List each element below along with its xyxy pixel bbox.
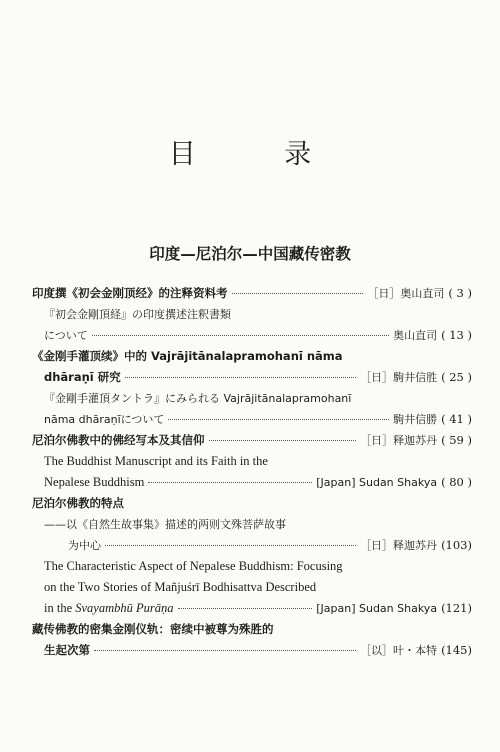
entry-title: 尼泊尔佛教中的佛经写本及其信仰 [32,433,205,447]
entry-author: 奥山直司 [393,329,438,342]
page-number: (121) [441,601,472,615]
entry-title: The Buddhist Manuscript and its Faith in the [44,454,268,468]
entry-author: [Japan] Sudan Shakya [316,602,438,615]
toc-entry[interactable] [32,283,472,304]
entry-title: Nepalese Buddhism [44,475,145,489]
page-number: ( 25 ) [441,370,472,384]
toc-entry[interactable] [32,430,472,451]
page-title: 目 录 [168,139,352,170]
leader-dots [125,377,356,378]
entry-title: 『金剛手灌頂タントラ』にみられる Vajrājitānalapramohanī [44,392,352,405]
toc-entry[interactable] [32,556,472,577]
toc-entry[interactable] [32,472,472,493]
toc-entry[interactable] [32,409,472,430]
section-title: 印度—尼泊尔—中国藏传密教 [149,245,351,263]
entry-title: 尼泊尔佛教的特点 [32,496,124,510]
entry-title: について [44,329,88,342]
entry-author: ［以］叶・本特 [360,644,438,657]
toc-entry[interactable] [32,325,472,346]
toc-entry[interactable] [32,535,472,556]
leader-dots [168,419,389,420]
entry-author: [Japan] Sudan Shakya [316,476,438,489]
entry-author: ［日］释迦苏丹 [360,539,438,552]
table-of-contents [32,283,472,661]
entry-author: ［日］駒井信胜 [360,371,438,384]
toc-entry[interactable] [32,619,472,640]
entry-author: ［日］释迦苏丹 [360,434,438,447]
leader-dots [92,335,389,336]
toc-entry[interactable] [32,388,472,409]
toc-entry[interactable] [32,598,472,619]
entry-author: ［日］奥山直司 [367,287,445,300]
entry-title-prefix: in the [44,601,76,615]
page-number: ( 80 ) [441,475,472,489]
entry-title: 《金刚手灌顶续》中的 Vajrājitānalapramohanī nāma [32,349,343,363]
toc-entry[interactable] [32,514,472,535]
entry-title [44,598,174,619]
toc-entry[interactable] [32,304,472,325]
entry-title: The Characteristic Aspect of Nepalese Buddhism: Focusing [44,559,343,573]
toc-entry[interactable] [32,640,472,661]
leader-dots [148,482,312,483]
entry-title: 印度撰《初会金刚顶经》的注释资料考 [32,286,228,300]
leader-dots [178,608,313,609]
entry-title: 藏传佛教的密集金刚仪轨：密续中被尊为殊胜的 [32,622,274,636]
entry-title-italic: Svayambhū Purāṇa [75,601,174,615]
leader-dots [232,293,364,294]
page-number: ( 41 ) [441,412,472,426]
page-number: ( 13 ) [441,328,472,342]
entry-title: 生起次第 [44,643,90,657]
page-number: (145) [441,643,472,657]
entry-title: dhāraṇī 研究 [44,370,121,384]
entry-author: 駒井信勝 [393,413,438,426]
leader-dots [105,545,356,546]
leader-dots [94,650,356,651]
toc-entry[interactable] [32,577,472,598]
entry-title: 『初会金剛頂経』の印度撰述注釈書類 [44,308,231,321]
entry-title: nāma dhāraṇīについて [44,413,165,426]
leader-dots [209,440,357,441]
entry-title: on the Two Stories of Mañjuśrī Bodhisattva Described [44,580,317,594]
page-number: (103) [441,538,472,552]
page-number: ( 3 ) [448,286,472,300]
toc-entry[interactable] [32,367,472,388]
toc-entry[interactable] [32,451,472,472]
entry-subtitle: 为中心 [68,539,101,552]
toc-entry[interactable] [32,346,472,367]
page-number: ( 59 ) [441,433,472,447]
toc-entry[interactable] [32,493,472,514]
entry-subtitle: ——以《自然生故事集》描述的两则文殊菩萨故事 [44,518,286,531]
